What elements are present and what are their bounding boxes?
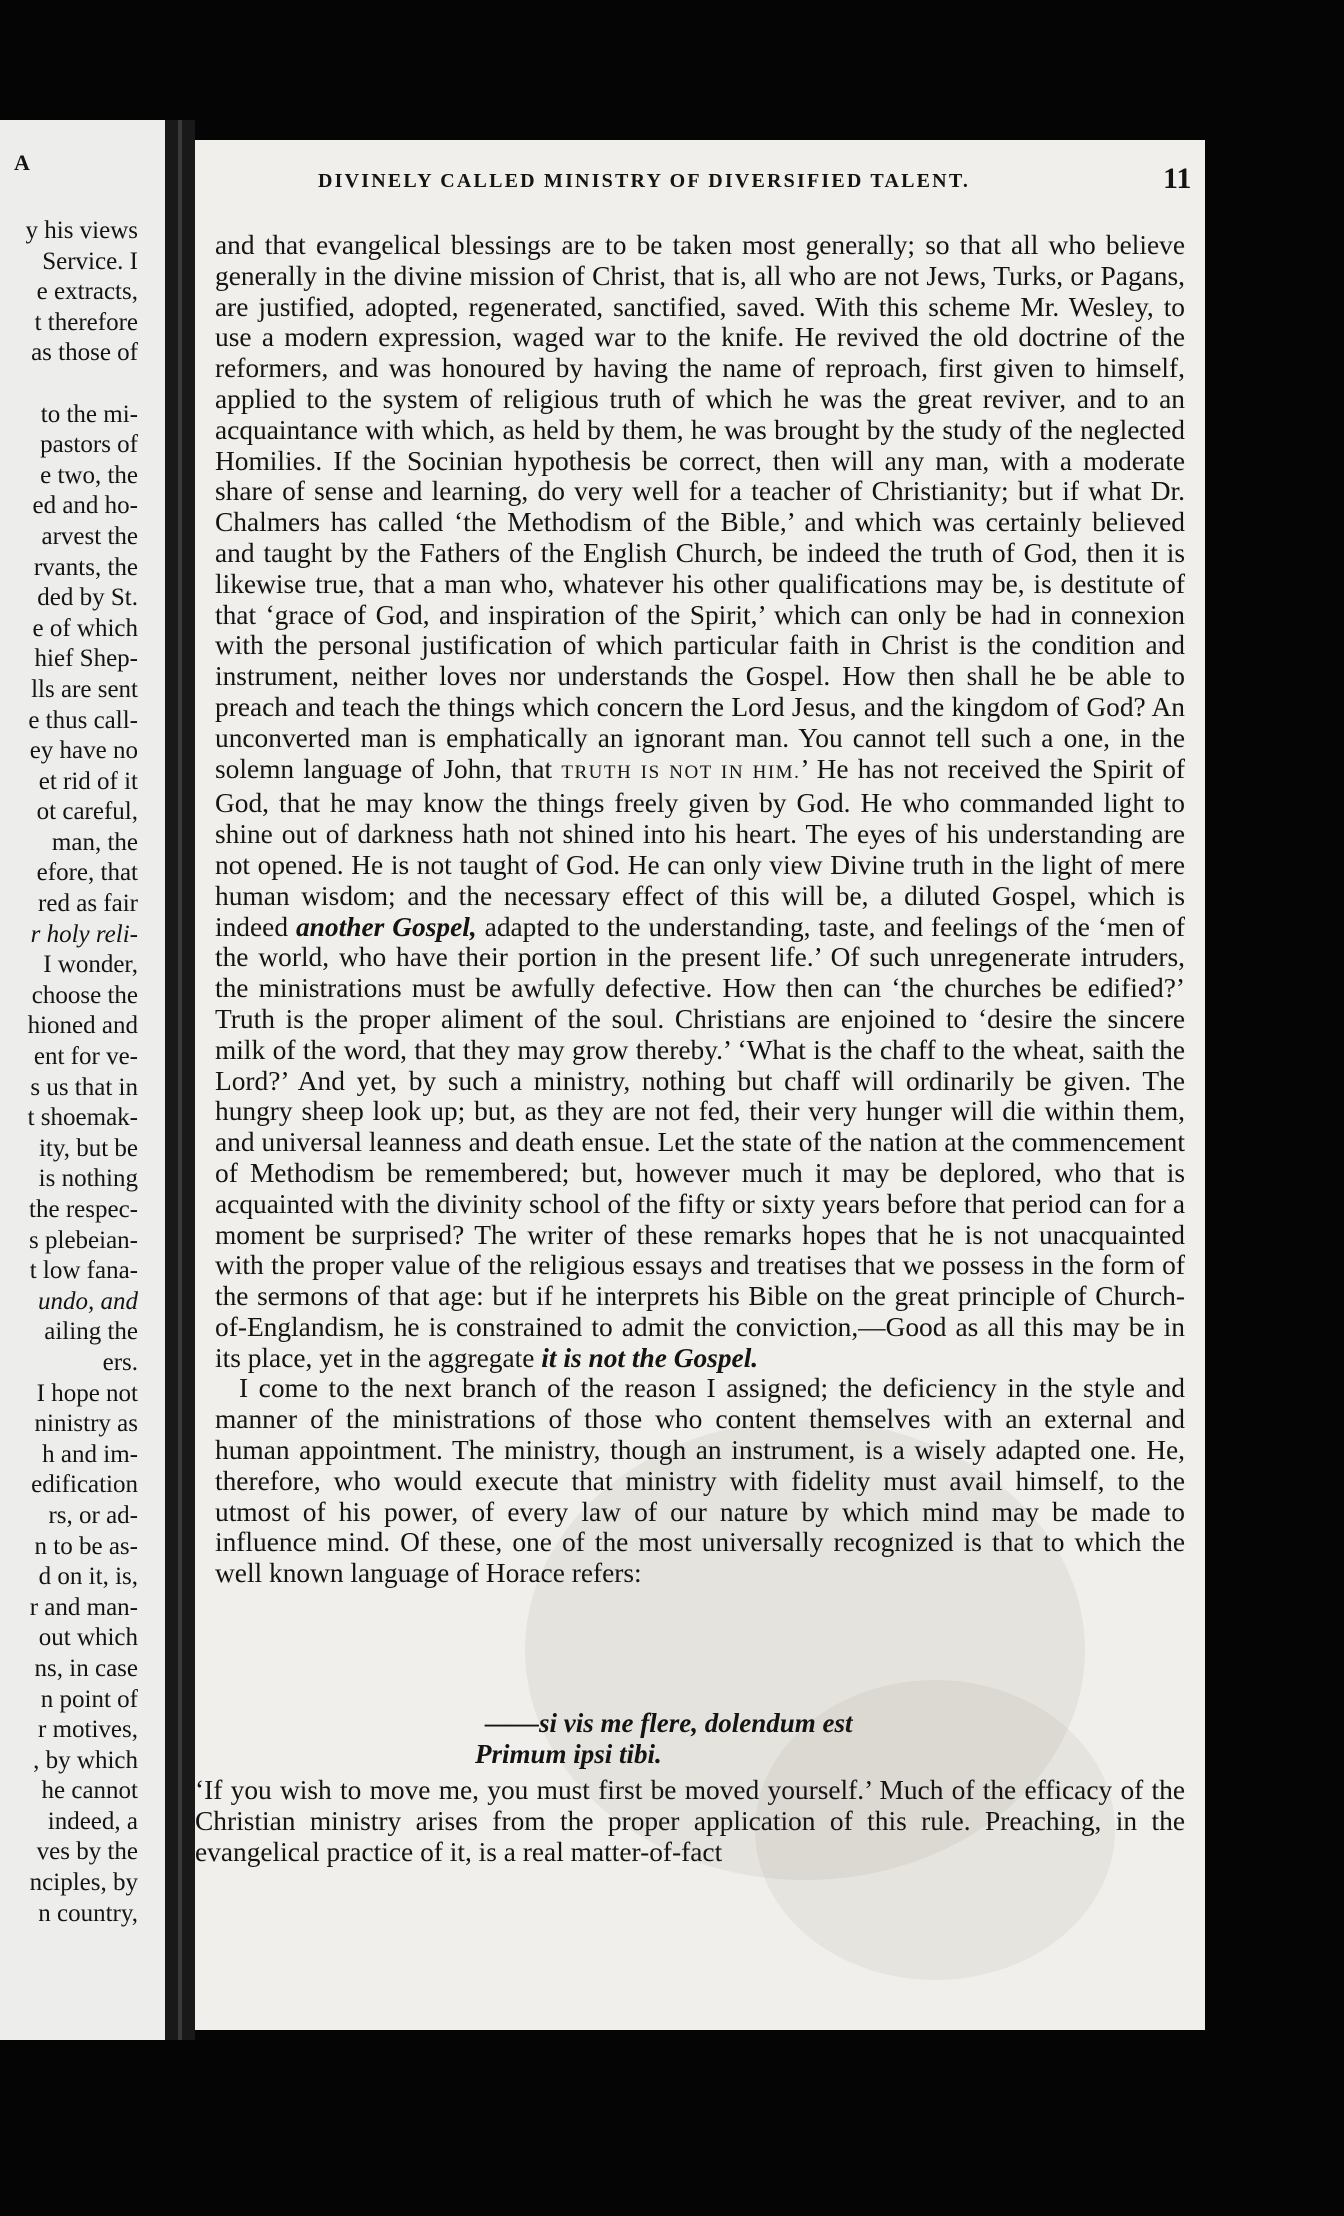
left-page-text-lines <box>26 216 139 1929</box>
left-page-line: r motives, <box>38 1716 138 1744</box>
small-caps-quote: TRUTH IS NOT IN HIM. <box>561 761 801 783</box>
left-page-line: as those of <box>31 339 138 367</box>
left-page-line: e of which <box>32 614 138 642</box>
left-page-line: ity, but be <box>38 1134 138 1162</box>
page-number: 11 <box>1163 162 1192 195</box>
book-gutter <box>165 120 195 2040</box>
left-page-fragment <box>0 120 165 2040</box>
paragraph-text: adapted to the understanding, taste, and feelings of the ‘men of the world, who have their portion in the present life.’ Of such unregenerate intruders, the ministrations must be awfully defective. How then can ‘the churches be edified?’ Truth is the proper aliment of the soul. Christians are enjoined to ‘desire the sincere milk of the word, that they may grow thereby.’ ‘What is the chaff to the wheat, saith the Lord?’ And yet, by such a ministry, nothing but chaff will ordinarily be given. The hungry sheep look up; but, as they are not fed, their very hunger will die within them, and universal leanness and death ensue. Let the state of the nation at the commencement of Methodism be remembered; but, however much it may be deplored, who that is acquainted with the divinity school of the fifty or sixty years before that period can for a moment be surprised? The writer of these remarks hopes that he is not unacquainted with the proper value of the religious essays and treatises that we possess in the form of the sermons of that age: but if he interprets his Bible on the great principle of Church-of-Englandism, he is constrained to admit the conviction,—Good as all this may be in its place, yet in the aggregate <box>215 911 1185 1373</box>
left-page-line: undo, and <box>38 1287 138 1315</box>
left-page-line: t shoemak- <box>27 1104 138 1132</box>
left-page-line: to the mi- <box>40 400 138 428</box>
verse-line: Primum ipsi tibi. <box>475 1739 662 1769</box>
left-page-line: n point of <box>40 1685 138 1713</box>
verse-line: ——si vis me flere, dolendum est <box>485 1708 853 1738</box>
left-page-line: rvants, the <box>33 553 138 581</box>
left-page-line: ns, in case <box>34 1654 138 1682</box>
left-page-line: ed and ho- <box>32 492 138 520</box>
left-page-line: arvest the <box>41 522 138 550</box>
left-page-line: hioned and <box>27 1012 138 1040</box>
left-page-line: Service. I <box>42 247 138 275</box>
left-page-line <box>26 369 139 400</box>
emphasis-text: another Gospel, <box>295 911 477 942</box>
left-page-line: t low fana- <box>29 1257 138 1285</box>
left-page-line: is nothing <box>38 1165 138 1193</box>
left-page-line: n to be as- <box>34 1532 138 1560</box>
left-page-line: r holy reli- <box>30 920 138 948</box>
paragraph-text: and that evangelical blessings are to be taken most generally; so that all who believe generally in the divine mission of Christ, that is, all who are not Jews, Turks, or Pagans, are justified, adopted, regenerated, sanctified, saved. With this scheme Mr. Wesley, to use a modern expression, waged war to the knife. He revived the old doctrine of the reformers, and was honoured by having the name of reproach, first given to himself, applied to the system of religious truth of which he was the great reviver, and to an acquaintance with which, as held by them, he was brought by the study of the neglected Homilies. If the Socinian hypothesis be correct, then will any man, with a moderate share of sense and learning, do very well for a teacher of Christianity; but if what Dr. Chalmers has called ‘the Methodism of the Bible,’ and which was certainly believed and taught by the Fathers of the English Church, be indeed the truth of God, then it is likewise true, that a man who, whatever his other qualifications may be, is destitute of that ‘grace of God, and inspiration of the Spirit,’ which can only be had in connexion with the personal justification of which particular faith in Christ is the condition and instrument, neither loves nor understands the Gospel. How then shall he be able to preach and teach the things which concern the Lord Jesus, and the kingdom of God? An unconverted man is emphatically an ignorant man. You cannot tell such a one, in the solemn language of John, that <box>215 230 1185 784</box>
left-page-line: ers. <box>102 1348 138 1376</box>
left-page-line: ninistry as <box>34 1410 138 1438</box>
left-page-line: n country, <box>38 1899 138 1927</box>
left-page-line: rs, or ad- <box>48 1501 138 1529</box>
left-page-line: indeed, a <box>47 1807 138 1835</box>
paragraph-text: ’ He has not received the Spirit of God, that he may know the things freely given by God. He who commanded light to shine out of darkness hath not shined into his heart. The eyes of his understanding are not opened. He is not taught of God. He can only view Divine truth in the light of mere human wisdom; and the necessary effect of this will be, a diluted Gospel, which is indeed <box>215 753 1186 942</box>
paragraph-continued <box>215 230 1185 1373</box>
left-page-line: red as fair <box>38 890 138 918</box>
left-page-line: r and man- <box>29 1593 138 1621</box>
left-page-line: h and im- <box>42 1440 138 1468</box>
left-page-line: y his views <box>25 217 138 244</box>
left-page-header: A <box>14 150 32 175</box>
emphasis-text: it is not the Gospel. <box>541 1342 759 1373</box>
left-page-line: e extracts, <box>36 278 138 306</box>
left-page-line: nciples, by <box>29 1869 138 1897</box>
left-page-line: ailing the <box>44 1318 138 1346</box>
left-page-line: I wonder, <box>43 951 138 979</box>
left-page-line: d on it, is, <box>38 1563 138 1591</box>
paragraph: I come to the next branch of the reason I assigned; the deficiency in the style and manner of the ministrations of those who content themselves with an external and human appointment. The ministry, though an instrument, is a wisely adapted one. He, therefore, who would execute that ministry with fidelity must avail himself, to the utmost of his power, of every law of our nature by which mind may be made to influence mind. Of these, one of the most universally recognized is that to which the well known language of Horace refers: <box>215 1373 1185 1589</box>
left-page-line: e thus call- <box>28 706 138 734</box>
body-text <box>215 230 1185 1589</box>
left-page-line: , by which <box>33 1746 138 1774</box>
left-page-line: ded by St. <box>37 584 138 612</box>
latin-quotation <box>475 1708 852 1770</box>
left-page-line: efore, that <box>36 859 138 887</box>
left-page-line: ves by the <box>36 1838 138 1866</box>
left-page-line: ey have no <box>29 737 138 765</box>
left-page-line: ot careful, <box>36 798 138 826</box>
left-page-line: I hope not <box>36 1379 138 1407</box>
left-page-line: man, the <box>51 828 138 856</box>
running-head: DIVINELY CALLED MINISTRY OF DIVERSIFIED TALENT. <box>318 170 971 192</box>
left-page-line: he cannot <box>41 1777 138 1805</box>
left-page-line: choose the <box>31 981 138 1009</box>
paragraph: ‘If you wish to move me, you must first be moved yourself.’ Much of the efficacy of the Christian ministry arises from the proper application of this rule. Preaching, in the evangelical practice of it, is a real matter-of-fact <box>195 1775 1185 1867</box>
left-page-line: out which <box>38 1624 138 1652</box>
left-page-line: ent for ve- <box>33 1043 138 1071</box>
main-page <box>195 140 1205 2030</box>
left-page-line: s us that in <box>30 1073 138 1101</box>
left-page-line: pastors of <box>40 431 138 459</box>
left-page-line: edification <box>31 1471 138 1499</box>
left-page-line: et rid of it <box>38 767 138 795</box>
left-page-line: lls are sent <box>31 675 138 703</box>
body-text-continued <box>195 1775 1185 1868</box>
left-page-line: hief Shep- <box>34 645 138 673</box>
left-page-line: e two, the <box>40 461 138 489</box>
left-page-line: s plebeian- <box>29 1226 138 1254</box>
left-page-line: the respec- <box>29 1196 138 1223</box>
left-page-line: t therefore <box>34 308 138 336</box>
